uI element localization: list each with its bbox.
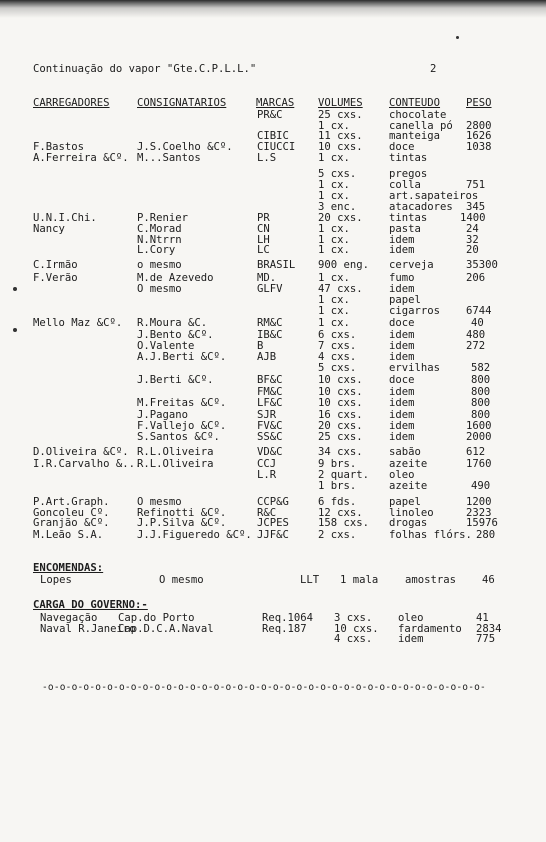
row-weight: 206 xyxy=(466,272,486,284)
row-contents: papel xyxy=(389,496,421,508)
row-contents: drogas xyxy=(389,517,428,529)
row-volumes: 1 cx. xyxy=(318,317,350,329)
row-volumes: 1 cx. xyxy=(318,234,350,246)
row-contents: atacadores xyxy=(389,201,453,213)
row-weight: 480 xyxy=(466,329,486,341)
row-consignee: R.L.Oliveira xyxy=(137,446,214,458)
governo-contents: fardamento xyxy=(398,623,462,635)
row-weight: 2000 xyxy=(466,431,492,443)
governo-volumes: 4 cxs. xyxy=(334,633,373,645)
row-contents: doce xyxy=(389,317,415,329)
row-weight: 272 xyxy=(466,340,486,352)
row-contents: pasta xyxy=(389,223,421,235)
row-volumes: 3 enc. xyxy=(318,201,357,213)
row-contents: chocolate xyxy=(389,109,447,121)
governo-consignee: Cap.do Porto xyxy=(118,612,195,624)
row-volumes: 12 cxs. xyxy=(318,507,363,519)
governo-volumes: 3 cxs. xyxy=(334,612,373,624)
row-volumes: 7 cxs. xyxy=(318,340,357,352)
governo-contents: oleo xyxy=(398,612,424,624)
row-contents: idem xyxy=(389,283,415,295)
row-volumes: 1 cx. xyxy=(318,190,350,202)
row-contents: idem xyxy=(389,234,415,246)
row-contents: manteiga xyxy=(389,130,441,142)
row-mark: PR&C xyxy=(257,109,283,121)
row-contents: tintas xyxy=(389,152,428,164)
row-volumes: 10 cxs. xyxy=(318,374,363,386)
row-mark: SS&C xyxy=(257,431,283,443)
row-volumes: 10 cxs. xyxy=(318,141,363,153)
encomenda-contents: amostras xyxy=(405,574,457,586)
row-mark: FV&C xyxy=(257,420,283,432)
row-mark: AJB xyxy=(257,351,277,363)
row-consignor: Goncoleu Cº. xyxy=(33,507,110,519)
row-weight: 24 xyxy=(466,223,479,235)
row-contents: idem xyxy=(389,386,415,398)
row-volumes: 1 cx. xyxy=(318,120,350,132)
row-contents: idem xyxy=(389,340,415,352)
row-weight: 1626 xyxy=(466,130,492,142)
row-contents: oleo xyxy=(389,469,415,481)
row-consignor: F.Verão xyxy=(33,272,78,284)
row-weight: 582 xyxy=(471,362,491,374)
punch-hole-mark xyxy=(13,328,17,332)
row-contents: tintas xyxy=(389,212,428,224)
row-weight: 800 xyxy=(471,409,491,421)
encomenda-consignor: Lopes xyxy=(40,574,72,586)
row-mark: CCJ xyxy=(257,458,277,470)
row-volumes: 20 cxs. xyxy=(318,420,363,432)
row-consignee: C.Morad xyxy=(137,223,182,235)
row-consignee: J.Berti &Cº. xyxy=(137,374,214,386)
governo-weight: 775 xyxy=(476,633,496,645)
governo-consignor: Navegação xyxy=(40,612,98,624)
row-consignee: J.Bento &Cº. xyxy=(137,329,214,341)
row-weight: 6744 xyxy=(466,305,492,317)
row-mark: CN xyxy=(257,223,270,235)
row-contents: canella pó xyxy=(389,120,453,132)
row-mark: CIUCCI xyxy=(257,141,296,153)
row-consignee: J.P.Silva &Cº. xyxy=(137,517,227,529)
row-contents: idem xyxy=(389,420,415,432)
column-header-volumes: VOLUMES xyxy=(318,97,363,109)
row-weight: 490 xyxy=(471,480,491,492)
row-contents: azeite xyxy=(389,458,428,470)
row-contents: doce xyxy=(389,374,415,386)
row-contents: idem xyxy=(389,409,415,421)
encomenda-volumes: 1 mala xyxy=(340,574,379,586)
scan-edge xyxy=(0,0,546,20)
row-consignor: P.Art.Graph. xyxy=(33,496,110,508)
row-contents: idem xyxy=(389,351,415,363)
row-consignor: D.Oliveira &Cº. xyxy=(33,446,129,458)
column-header-contents: CONTEUDO xyxy=(389,97,441,109)
row-consignee: J.J.Figueredo &Cº. xyxy=(137,529,252,541)
row-mark: RM&C xyxy=(257,317,283,329)
row-volumes: 1 cx. xyxy=(318,294,350,306)
row-mark: BF&C xyxy=(257,374,283,386)
row-consignee: M.de Azevedo xyxy=(137,272,214,284)
row-consignee: M.Freitas &Cº. xyxy=(137,397,227,409)
row-contents: folhas flórs. xyxy=(389,529,472,541)
row-consignee: L.Cory xyxy=(137,244,176,256)
row-volumes: 1 cx. xyxy=(318,272,350,284)
separator-line: -o-o-o-o-o-o-o-o-o-o-o-o-o-o-o-o-o-o-o-o-o-o-o-o-o-o-o-o-o-o-o-o-o-o-o-o-o- xyxy=(42,682,486,693)
governo-req: Req.1064 xyxy=(262,612,314,624)
punch-hole-mark xyxy=(13,287,17,291)
row-volumes: 900 eng. xyxy=(318,259,370,271)
row-volumes: 1 cx. xyxy=(318,244,350,256)
row-contents: cigarros xyxy=(389,305,441,317)
governo-consignor: Naval R.Janeiro xyxy=(40,623,136,635)
row-consignee: N.Ntrrn xyxy=(137,234,182,246)
row-contents: ervilhas xyxy=(389,362,441,374)
column-header-marks: MARCAS xyxy=(256,97,295,109)
row-volumes: 1 cx. xyxy=(318,152,350,164)
row-consignor: Nancy xyxy=(33,223,65,235)
row-consignor: F.Bastos xyxy=(33,141,85,153)
row-consignee: Refinotti &Cº. xyxy=(137,507,227,519)
row-contents: sabão xyxy=(389,446,421,458)
row-weight: 15976 xyxy=(466,517,498,529)
row-volumes: 16 cxs. xyxy=(318,409,363,421)
row-weight: 751 xyxy=(466,179,486,191)
governo-contents: idem xyxy=(398,633,424,645)
row-weight: 612 xyxy=(466,446,486,458)
row-mark: IB&C xyxy=(257,329,283,341)
row-volumes: 1 cx. xyxy=(318,179,350,191)
row-volumes: 1 brs. xyxy=(318,480,357,492)
row-contents: pregos xyxy=(389,168,428,180)
row-contents: idem xyxy=(389,431,415,443)
row-consignor: Granjão &Cº. xyxy=(33,517,110,529)
row-mark: JCPES xyxy=(257,517,289,529)
row-consignor: M.Leão S.A. xyxy=(33,529,104,541)
row-mark: SJR xyxy=(257,409,277,421)
row-consignor: A.Ferreira &Cº. xyxy=(33,152,129,164)
row-volumes: 6 cxs. xyxy=(318,329,357,341)
row-volumes: 9 brs. xyxy=(318,458,357,470)
row-volumes: 6 fds. xyxy=(318,496,357,508)
row-consignee: S.Santos &Cº. xyxy=(137,431,220,443)
row-volumes: 158 cxs. xyxy=(318,517,370,529)
row-contents: idem xyxy=(389,244,415,256)
row-contents: art.sapateiros xyxy=(389,190,479,202)
row-mark: BRASIL xyxy=(257,259,296,271)
row-weight: 345 xyxy=(466,201,486,213)
row-consignee: O.Valente xyxy=(137,340,195,352)
row-volumes: 10 cxs. xyxy=(318,397,363,409)
row-mark: CIBIC xyxy=(257,130,289,142)
row-consignee: P.Renier xyxy=(137,212,189,224)
row-weight: 280 xyxy=(476,529,496,541)
row-contents: azeite xyxy=(389,480,428,492)
row-volumes: 20 cxs. xyxy=(318,212,363,224)
row-mark: LC xyxy=(257,244,270,256)
page-number: 2 xyxy=(430,63,437,75)
row-consignee: J.S.Coelho &Cº. xyxy=(137,141,233,153)
row-volumes: 11 cxs. xyxy=(318,130,363,142)
row-mark: FM&C xyxy=(257,386,283,398)
governo-req: Req.187 xyxy=(262,623,307,635)
row-volumes: 47 cxs. xyxy=(318,283,363,295)
row-weight: 20 xyxy=(466,244,479,256)
row-consignor: C.Irmão xyxy=(33,259,78,271)
row-consignor: Mello Maz &Cº. xyxy=(33,317,123,329)
row-contents: colla xyxy=(389,179,421,191)
row-weight: 35300 xyxy=(466,259,498,271)
row-mark: R&C xyxy=(257,507,277,519)
document-title: Continuação do vapor "Gte.C.P.L.L." xyxy=(33,63,257,75)
row-consignee: A.J.Berti &Cº. xyxy=(137,351,227,363)
row-volumes: 5 cxs. xyxy=(318,168,357,180)
row-volumes: 1 cx. xyxy=(318,305,350,317)
row-weight: 800 xyxy=(471,374,491,386)
row-mark: PR xyxy=(257,212,270,224)
row-contents: cerveja xyxy=(389,259,434,271)
section-encomendas: ENCOMENDAS: xyxy=(33,562,104,574)
row-consignee: M...Santos xyxy=(137,152,201,164)
row-consignee: O mesmo xyxy=(137,283,182,295)
row-mark: GLFV xyxy=(257,283,283,295)
row-consignee: o mesmo xyxy=(137,259,182,271)
row-contents: doce xyxy=(389,141,415,153)
row-weight: 1038 xyxy=(466,141,492,153)
row-contents: idem xyxy=(389,397,415,409)
row-consignor: I.R.Carvalho &... xyxy=(33,458,142,470)
row-weight: 2800 xyxy=(466,120,492,132)
row-mark: B xyxy=(257,340,264,352)
row-volumes: 25 cxs. xyxy=(318,431,363,443)
row-weight: 1760 xyxy=(466,458,492,470)
row-consignee: J.Pagano xyxy=(137,409,189,421)
row-volumes: 34 cxs. xyxy=(318,446,363,458)
encomenda-consignee: O mesmo xyxy=(159,574,204,586)
row-mark: L.S xyxy=(257,152,277,164)
row-consignee: R.Moura &C. xyxy=(137,317,208,329)
row-weight: 1600 xyxy=(466,420,492,432)
row-consignee: O mesmo xyxy=(137,496,182,508)
row-volumes: 5 cxs. xyxy=(318,362,357,374)
column-header-consignors: CARREGADORES xyxy=(33,97,110,109)
row-mark: LF&C xyxy=(257,397,283,409)
row-weight: 800 xyxy=(471,386,491,398)
row-mark: JJF&C xyxy=(257,529,289,541)
row-weight: 800 xyxy=(471,397,491,409)
row-consignee: F.Vallejo &Cº. xyxy=(137,420,227,432)
encomenda-weight: 46 xyxy=(482,574,495,586)
governo-weight: 41 xyxy=(476,612,489,624)
column-header-weight: PESO xyxy=(466,97,492,109)
row-mark: L.R xyxy=(257,469,277,481)
row-weight: 40 xyxy=(471,317,484,329)
row-mark: VD&C xyxy=(257,446,283,458)
row-contents: papel xyxy=(389,294,421,306)
row-volumes: 1 cx. xyxy=(318,223,350,235)
row-volumes: 10 cxs. xyxy=(318,386,363,398)
row-volumes: 25 cxs. xyxy=(318,109,363,121)
row-weight: 32 xyxy=(466,234,479,246)
encomenda-mark: LLT xyxy=(300,574,320,586)
governo-volumes: 10 cxs. xyxy=(334,623,379,635)
column-header-consignees: CONSIGNATARIOS xyxy=(137,97,227,109)
row-contents: fumo xyxy=(389,272,415,284)
row-consignor: U.N.I.Chi. xyxy=(33,212,97,224)
row-mark: LH xyxy=(257,234,270,246)
section-governo: CARGA DO GOVERNO:- xyxy=(33,599,148,611)
row-consignee: R.L.Oliveira xyxy=(137,458,214,470)
row-volumes: 2 cxs. xyxy=(318,529,357,541)
row-mark: MD. xyxy=(257,272,277,284)
row-weight: 2323 xyxy=(466,507,492,519)
punch-hole-mark xyxy=(456,36,459,39)
row-volumes: 4 cxs. xyxy=(318,351,357,363)
row-weight: 1200 xyxy=(466,496,492,508)
governo-consignee: Cap.D.C.A.Naval xyxy=(118,623,214,635)
row-volumes: 2 quart. xyxy=(318,469,370,481)
governo-weight: 2834 xyxy=(476,623,502,635)
row-contents: linoleo xyxy=(389,507,434,519)
row-weight: 1400 xyxy=(460,212,486,224)
row-contents: idem xyxy=(389,329,415,341)
row-mark: CCP&G xyxy=(257,496,289,508)
